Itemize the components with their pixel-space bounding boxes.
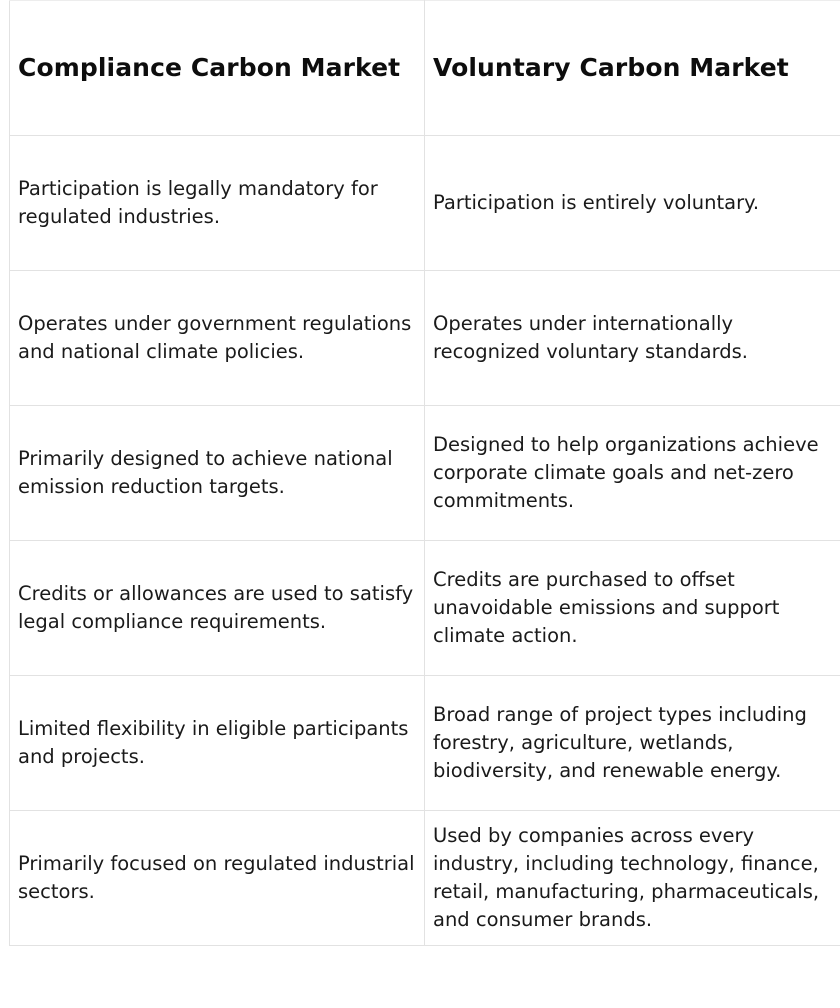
table-row bbox=[10, 271, 840, 406]
table-row bbox=[10, 811, 840, 946]
compliance-cell: Limited flexibility in eligible participants and projects. bbox=[10, 676, 425, 811]
table-row bbox=[10, 541, 840, 676]
compliance-cell: Credits or allowances are used to satisfy legal compliance requirements. bbox=[10, 541, 425, 676]
comparison-table bbox=[9, 0, 840, 946]
voluntary-cell: Designed to help organizations achieve corporate climate goals and net-zero commitments. bbox=[425, 406, 840, 541]
voluntary-cell: Used by companies across every industry, including technology, finance, retail, manufacturing, pharmaceuticals, and consumer brands. bbox=[425, 811, 840, 946]
table-row bbox=[10, 676, 840, 811]
voluntary-cell: Credits are purchased to offset unavoidable emissions and support climate action. bbox=[425, 541, 840, 676]
voluntary-cell: Operates under internationally recognized voluntary standards. bbox=[425, 271, 840, 406]
header-voluntary-carbon-market: Voluntary Carbon Market bbox=[425, 1, 840, 136]
compliance-cell: Primarily designed to achieve national emission reduction targets. bbox=[10, 406, 425, 541]
table-row bbox=[10, 406, 840, 541]
voluntary-cell: Participation is entirely voluntary. bbox=[425, 136, 840, 271]
voluntary-cell: Broad range of project types including forestry, agriculture, wetlands, biodiversity, and renewable energy. bbox=[425, 676, 840, 811]
compliance-cell: Operates under government regulations and national climate policies. bbox=[10, 271, 425, 406]
compliance-cell: Participation is legally mandatory for regulated industries. bbox=[10, 136, 425, 271]
compliance-cell: Primarily focused on regulated industrial sectors. bbox=[10, 811, 425, 946]
table-row bbox=[10, 136, 840, 271]
header-compliance-carbon-market: Compliance Carbon Market bbox=[10, 1, 425, 136]
header-row bbox=[10, 1, 840, 136]
